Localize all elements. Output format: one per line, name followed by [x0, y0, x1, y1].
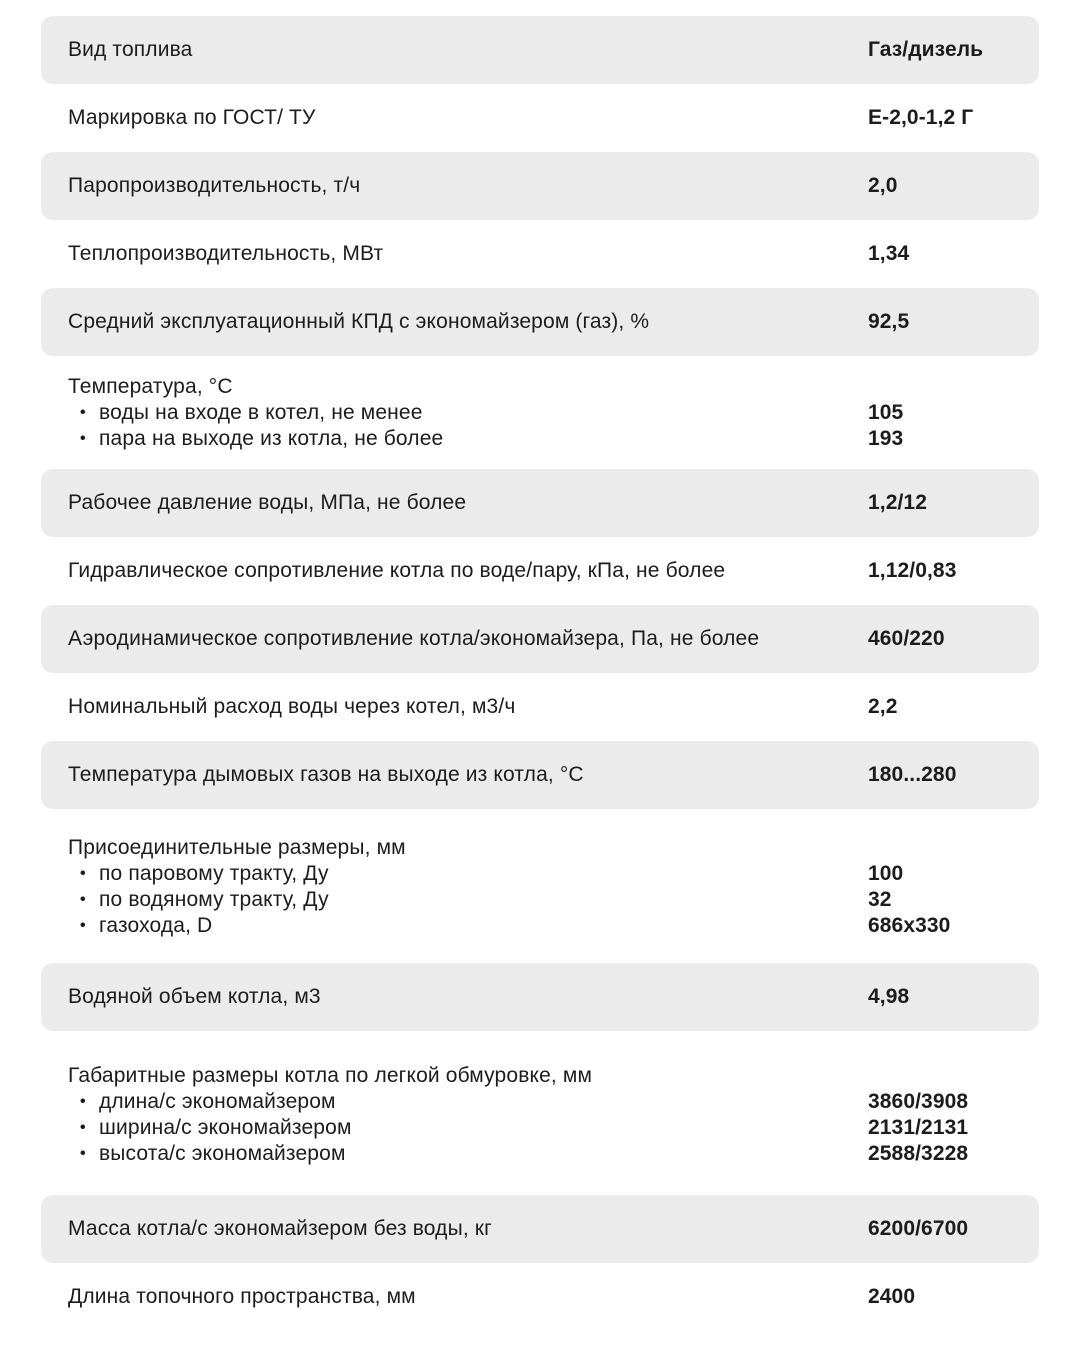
list-item	[68, 1115, 868, 1141]
spec-value: 2588/3228	[868, 1142, 969, 1165]
spec-value: 4,98	[868, 985, 910, 1008]
spec-row-connection-sizes	[41, 809, 1039, 963]
spec-value: 686х330	[868, 914, 951, 937]
spec-label: Теплопроизводительность, МВт	[68, 242, 384, 265]
spec-row-flue-gas-temperature	[41, 741, 1039, 809]
spec-value: Е-2,0-1,2 Г	[868, 106, 974, 129]
spec-value: 2,0	[868, 174, 898, 197]
spec-row-marking	[41, 84, 1039, 152]
bullet: •	[80, 865, 86, 882]
sub-label: воды на входе в котел, не менее	[99, 401, 423, 424]
spec-value: 1,2/12	[868, 491, 927, 514]
spec-row-water-flow	[41, 673, 1039, 741]
bullet: •	[80, 1093, 86, 1110]
bullet: •	[80, 917, 86, 934]
spec-row-aerodynamic-resistance	[41, 605, 1039, 673]
spec-value: 1,12/0,83	[868, 559, 957, 582]
bullet: •	[80, 1145, 86, 1162]
bullet: •	[80, 891, 86, 908]
bullet: •	[80, 1119, 86, 1136]
spec-label: Присоединительные размеры, мм	[68, 836, 406, 859]
spec-row-water-volume	[41, 963, 1039, 1031]
spec-label: Аэродинамическое сопротивление котла/экономайзера, Па, не более	[68, 627, 760, 650]
spec-label: Средний эксплуатационный КПД с экономайзером (газ), %	[68, 310, 650, 333]
spec-row-overall-dimensions	[41, 1031, 1039, 1195]
spec-row-temperature	[41, 356, 1039, 469]
spec-value: 105	[868, 401, 904, 424]
spec-label: Водяной объем котла, м3	[68, 985, 321, 1008]
list-item	[68, 426, 868, 452]
sub-label: ширина/с экономайзером	[99, 1116, 352, 1139]
bullet: •	[80, 404, 86, 421]
spec-label: Гидравлическое сопротивление котла по воде/пару, кПа, не более	[68, 559, 726, 582]
spec-value: 180...280	[868, 763, 957, 786]
spec-label: Длина топочного пространства, мм	[68, 1285, 416, 1308]
spec-value: 100	[868, 862, 904, 885]
spec-label: Температура, °С	[68, 375, 233, 398]
spec-row-working-pressure	[41, 469, 1039, 537]
spec-label: Номинальный расход воды через котел, м3/ч	[68, 695, 516, 718]
bullet: •	[80, 430, 86, 447]
spec-sublist	[68, 861, 868, 939]
spec-value: 32	[868, 888, 892, 911]
spec-row-furnace-length	[41, 1263, 1039, 1331]
list-item	[68, 1089, 868, 1115]
spec-row-steam-capacity	[41, 152, 1039, 220]
spec-label: Температура дымовых газов на выходе из котла, °С	[68, 763, 584, 786]
spec-row-efficiency	[41, 288, 1039, 356]
spec-label: Рабочее давление воды, МПа, не более	[68, 491, 467, 514]
spec-label: Масса котла/с экономайзером без воды, кг	[68, 1217, 492, 1240]
spec-value: 92,5	[868, 310, 910, 333]
spec-value: 2131/2131	[868, 1116, 969, 1139]
spec-row-fuel-type	[41, 16, 1039, 84]
spec-row-mass	[41, 1195, 1039, 1263]
spec-row-hydraulic-resistance	[41, 537, 1039, 605]
spec-value: 6200/6700	[868, 1217, 969, 1240]
spec-label: Вид топлива	[68, 38, 193, 61]
spec-value: 2,2	[868, 695, 898, 718]
spec-label: Габаритные размеры котла по легкой обмуровке, мм	[68, 1064, 593, 1087]
spec-value: Газ/дизель	[868, 38, 984, 61]
sub-label: длина/с экономайзером	[99, 1090, 336, 1113]
spec-row-heat-capacity	[41, 220, 1039, 288]
spec-sublist	[68, 1089, 868, 1167]
sub-label: по водяному тракту, Ду	[99, 888, 329, 911]
spec-label: Паропроизводительность, т/ч	[68, 174, 361, 197]
sub-label: газохода, D	[99, 914, 213, 937]
spec-table	[41, 16, 1039, 1331]
list-item	[68, 1141, 868, 1167]
spec-value: 3860/3908	[868, 1090, 969, 1113]
list-item	[68, 861, 868, 887]
spec-sublist	[68, 400, 868, 452]
spec-label: Маркировка по ГОСТ/ ТУ	[68, 106, 316, 129]
spec-value: 193	[868, 427, 904, 450]
sub-label: по паровому тракту, Ду	[99, 862, 329, 885]
list-item	[68, 887, 868, 913]
sub-label: пара на выходе из котла, не более	[99, 427, 444, 450]
sub-label: высота/с экономайзером	[99, 1142, 346, 1165]
list-item	[68, 913, 868, 939]
list-item	[68, 400, 868, 426]
spec-value: 1,34	[868, 242, 910, 265]
spec-value: 2400	[868, 1285, 916, 1308]
spec-value: 460/220	[868, 627, 945, 650]
